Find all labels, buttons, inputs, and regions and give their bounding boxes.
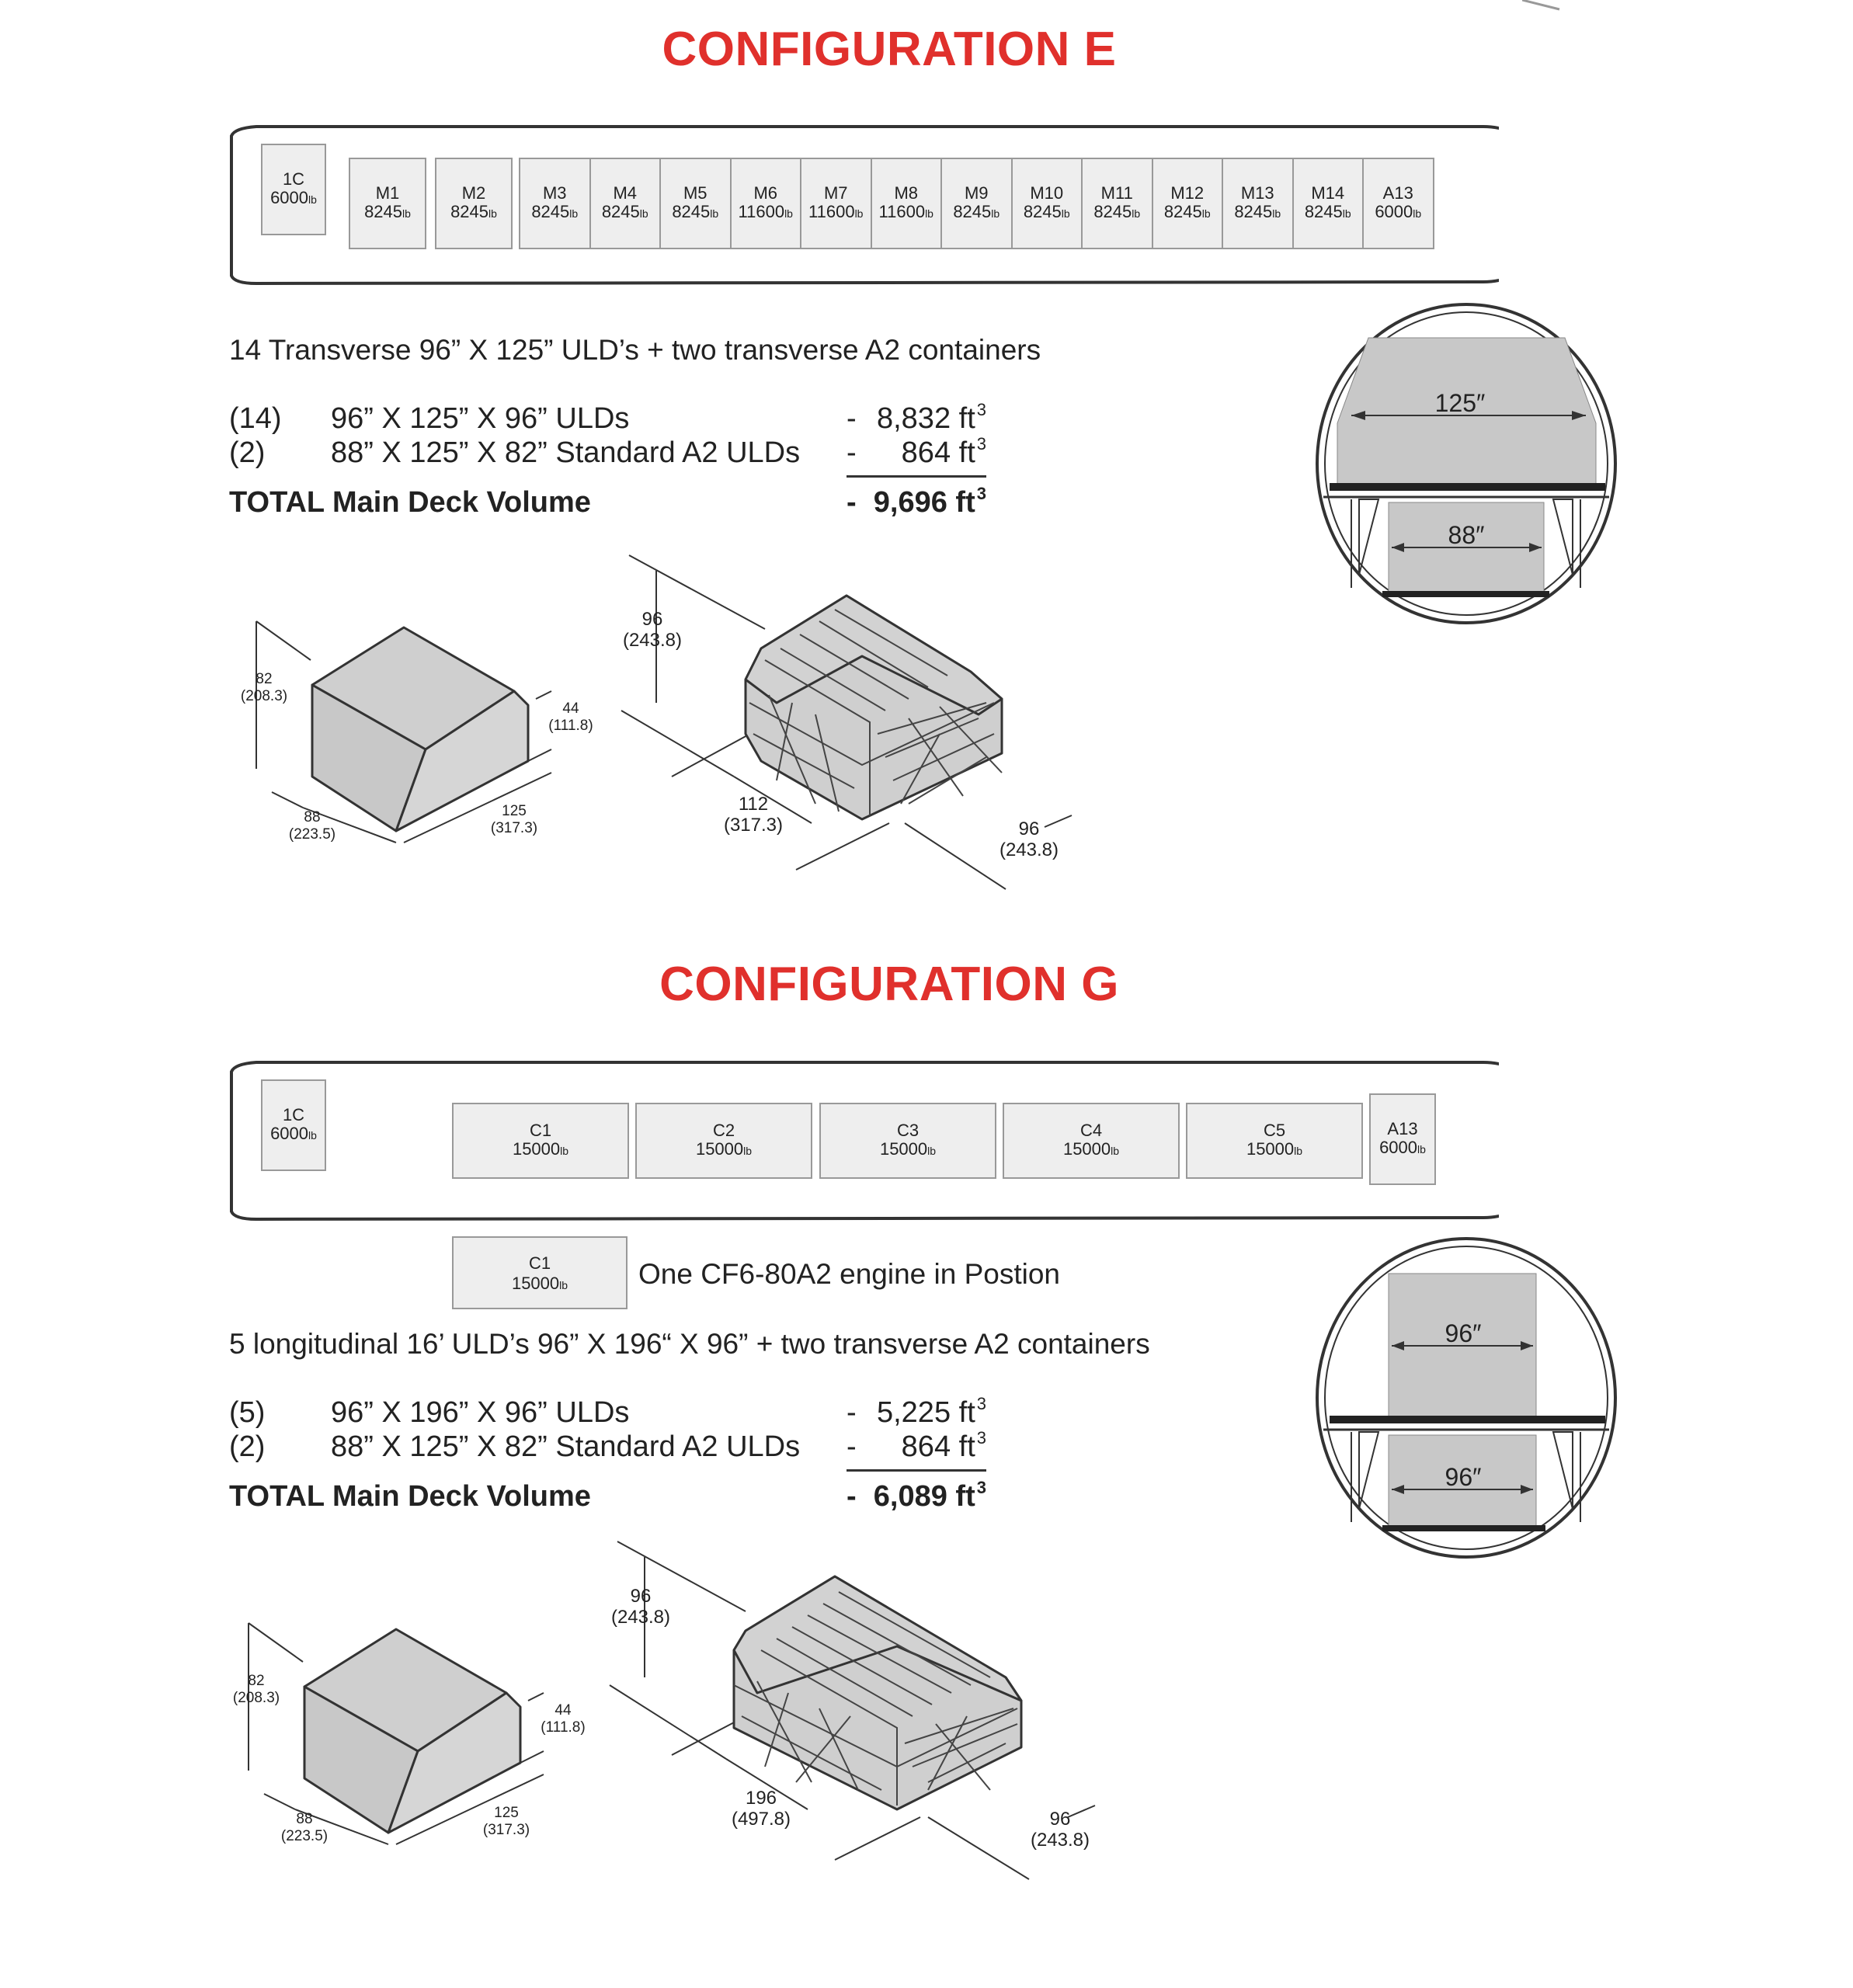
uld-length: 112 (738, 794, 769, 815)
a2-top-cm: (111.8) (541, 1719, 586, 1736)
position-unit: lb (710, 207, 719, 220)
position-id: M7 (823, 183, 848, 203)
position-m4 (589, 158, 662, 249)
row-description: 88” X 125” X 82” Standard A2 ULDs (331, 1430, 801, 1463)
position-unit: lb (402, 207, 411, 220)
row-qty: (2) (229, 1430, 266, 1463)
position-id: C5 (1263, 1121, 1286, 1140)
row-volume: 5,225 $ft^3$ (876, 1394, 986, 1429)
a2-width-cm: (223.5) (280, 1828, 329, 1844)
row-qty: (5) (229, 1396, 266, 1429)
position-c4 (1003, 1103, 1180, 1179)
row-dash: - (847, 402, 857, 435)
position-weight: 11600 (808, 202, 855, 221)
position-m3 (519, 158, 591, 249)
row-volume: 864 $ft^3$ (901, 434, 986, 469)
position-unit: lb (1061, 207, 1070, 220)
position-id: M4 (613, 183, 638, 203)
position-unit: lb (743, 1145, 753, 1157)
position-c5 (1186, 1103, 1363, 1179)
position-id: C1 (529, 1121, 552, 1140)
position-id: M13 (1240, 183, 1274, 203)
position-id: A13 (1382, 183, 1413, 203)
position-unit: lb (308, 1129, 317, 1142)
position-weight: 8245 (672, 202, 711, 221)
lower-width-label: 88″ (1448, 521, 1485, 549)
position-m1 (349, 158, 426, 249)
uld-height-cm: (243.8) (622, 630, 683, 651)
position-id: C3 (896, 1121, 920, 1140)
position-id: M3 (542, 183, 567, 203)
position-weight: 6000 (1379, 1138, 1418, 1157)
row-volume: 8,832 $ft^3$ (876, 400, 986, 435)
uld-height: 96 (630, 1586, 652, 1607)
position-weight: 8245 (1234, 202, 1273, 221)
position-m9 (940, 158, 1013, 249)
position-id: M9 (964, 183, 989, 203)
position-id: C2 (712, 1121, 735, 1140)
row-description: 88” X 125” X 82” Standard A2 ULDs (331, 436, 801, 469)
position-m14 (1292, 158, 1365, 249)
position-weight: 8245 (1163, 202, 1202, 221)
uld-width-cm: (243.8) (999, 839, 1059, 860)
position-m11 (1081, 158, 1153, 249)
position-unit: lb (1294, 1145, 1303, 1157)
position-id: M5 (683, 183, 707, 203)
position-unit: lb (1132, 207, 1141, 220)
position-unit: lb (925, 207, 933, 220)
a2-height: 82 (248, 1673, 265, 1689)
position-id: M10 (1030, 183, 1064, 203)
position-id: A13 (1387, 1119, 1418, 1138)
position-weight: 6000 (270, 188, 309, 207)
total-rule (847, 475, 986, 478)
row-dash: - (847, 436, 857, 469)
a2-top: 44 (562, 700, 579, 717)
position-unit: lb (927, 1145, 937, 1157)
position-a13 (1362, 158, 1434, 249)
position-weight: 15000 (1062, 1139, 1111, 1159)
position-unit: lb (308, 193, 317, 206)
config-e-cross-section (1305, 299, 1631, 633)
position-unit: lb (1413, 207, 1422, 220)
position-weight: 15000 (1246, 1139, 1295, 1159)
position-m13 (1222, 158, 1294, 249)
engine-box-id: C1 (528, 1253, 551, 1273)
position-a13 (1369, 1093, 1436, 1185)
position-weight: 6000 (270, 1124, 309, 1143)
position-id: M1 (375, 183, 400, 203)
uld-height-cm: (243.8) (610, 1607, 671, 1628)
position-id: 1C (282, 1105, 305, 1124)
upper-width-label: 125″ (1434, 389, 1486, 417)
position-weight: 11600 (738, 202, 785, 221)
row-description: 96” X 125” X 96” ULDs (331, 402, 630, 435)
row-volume: 864 $ft^3$ (901, 1428, 986, 1463)
position-id: M2 (461, 183, 486, 203)
position-unit: lb (639, 207, 648, 220)
position-weight: 15000 (879, 1139, 928, 1159)
position-unit: lb (784, 207, 793, 220)
corner-mark (1522, 0, 1569, 16)
a2-height-cm: (208.3) (240, 688, 288, 704)
position-unit: lb (560, 1145, 569, 1157)
position-m8 (871, 158, 943, 249)
position-weight: 6000 (1375, 202, 1413, 221)
position-weight: 8245 (531, 202, 570, 221)
total-label: TOTAL Main Deck Volume (229, 1480, 591, 1513)
uld-width: 96 (1049, 1809, 1071, 1830)
position-weight: 8245 (1304, 202, 1343, 221)
position-1c (261, 144, 326, 235)
position-weight: 8245 (450, 202, 489, 221)
position-weight: 8245 (364, 202, 403, 221)
position-unit: lb (991, 207, 1000, 220)
a2-length-cm: (317.3) (482, 1822, 530, 1838)
a2-width-cm: (223.5) (288, 826, 336, 843)
position-weight: 8245 (953, 202, 992, 221)
engine-position-box (452, 1236, 628, 1309)
position-unit: lb (1342, 207, 1351, 220)
engine-box-weight: 15000 (511, 1274, 560, 1293)
row-dash: - (847, 1396, 857, 1429)
position-m6 (730, 158, 802, 249)
total-dash: - (847, 1480, 857, 1513)
position-id: M14 (1311, 183, 1345, 203)
position-id: M11 (1100, 183, 1133, 203)
total-volume: 6,089 $ft^3$ (873, 1478, 986, 1513)
config-g-description: 5 longitudinal 16’ ULD’s 96” X 196“ X 96” + two transverse A2 containers (229, 1328, 1150, 1360)
engine-box-unit: lb (559, 1279, 568, 1291)
position-c3 (819, 1103, 996, 1179)
a2-width: 88 (296, 1811, 313, 1827)
row-description: 96” X 196” X 96” ULDs (331, 1396, 630, 1429)
total-dash: - (847, 486, 857, 519)
config-e-a2-drawing (225, 613, 614, 846)
position-c2 (635, 1103, 812, 1179)
position-m2 (435, 158, 513, 249)
total-rule (847, 1469, 986, 1472)
position-weight: 8245 (1093, 202, 1132, 221)
uld-width-cm: (243.8) (1030, 1830, 1090, 1851)
position-unit: lb (854, 207, 864, 220)
a2-height-cm: (208.3) (232, 1690, 280, 1706)
position-unit: lb (1272, 207, 1281, 220)
position-weight: 8245 (601, 202, 640, 221)
lower-width-label: 96″ (1445, 1463, 1482, 1491)
position-unit: lb (1417, 1143, 1426, 1156)
position-weight: 15000 (695, 1139, 744, 1159)
position-m12 (1152, 158, 1224, 249)
config-e-description: 14 Transverse 96” X 125” ULD’s + two transverse A2 containers (229, 334, 1041, 366)
a2-length-cm: (317.3) (490, 820, 538, 836)
position-id: 1C (282, 169, 305, 189)
a2-length: 125 (502, 803, 527, 819)
upper-width-label: 96″ (1445, 1319, 1482, 1347)
a2-width: 88 (304, 809, 321, 825)
position-unit: lb (569, 207, 579, 220)
uld-width: 96 (1018, 818, 1040, 839)
position-id: M8 (894, 183, 919, 203)
a2-top-cm: (111.8) (548, 718, 593, 734)
position-m7 (800, 158, 872, 249)
position-unit: lb (488, 207, 497, 220)
position-unit: lb (1111, 1145, 1120, 1157)
uld-height: 96 (641, 609, 663, 630)
a2-height: 82 (256, 671, 273, 687)
config-e-title: CONFIGURATION E (662, 23, 1117, 76)
engine-caption: One CF6-80A2 engine in Postion (638, 1258, 1061, 1290)
a2-top: 44 (555, 1702, 572, 1719)
uld-length-cm: (497.8) (731, 1809, 791, 1830)
uld-length-cm: (317.3) (723, 815, 784, 836)
uld-length: 196 (745, 1788, 777, 1809)
position-id: M6 (753, 183, 778, 203)
a2-length: 125 (494, 1805, 519, 1821)
position-weight: 11600 (878, 202, 926, 221)
position-unit: lb (1201, 207, 1211, 220)
position-id: C4 (1079, 1121, 1103, 1140)
row-qty: (2) (229, 436, 266, 469)
position-id: M12 (1170, 183, 1205, 203)
row-dash: - (847, 1430, 857, 1463)
config-e-uld-drawing (614, 547, 1126, 905)
config-g-title: CONFIGURATION G (659, 958, 1119, 1011)
config-g-a2-drawing (217, 1615, 606, 1848)
config-g-uld-drawing (602, 1534, 1146, 1891)
position-m10 (1011, 158, 1083, 249)
position-weight: 8245 (1023, 202, 1062, 221)
position-1c (261, 1079, 326, 1171)
total-label: TOTAL Main Deck Volume (229, 486, 591, 519)
position-m5 (659, 158, 732, 249)
total-volume: 9,696 $ft^3$ (873, 484, 986, 519)
position-c1 (452, 1103, 629, 1179)
position-weight: 15000 (512, 1139, 561, 1159)
row-qty: (14) (229, 402, 282, 435)
config-g-cross-section (1305, 1233, 1631, 1567)
